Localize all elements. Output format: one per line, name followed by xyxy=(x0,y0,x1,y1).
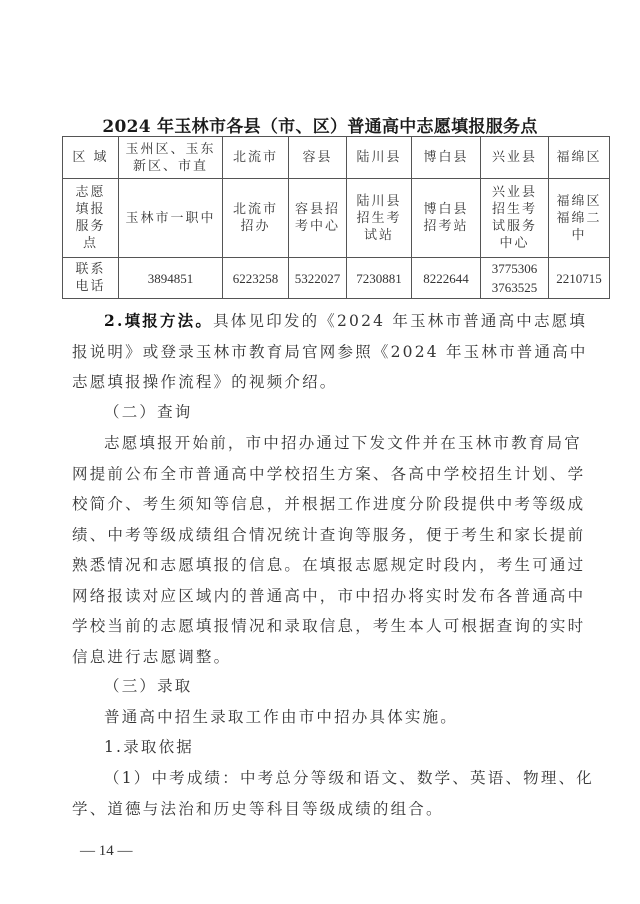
phone-cell xyxy=(549,258,610,299)
phone-cell xyxy=(223,258,289,299)
basis-heading: 1.录取依据 xyxy=(104,738,194,756)
phone-number: 5322027 xyxy=(294,270,341,286)
phone-cell xyxy=(481,258,549,299)
region-cell: 陆川县 xyxy=(347,137,412,179)
region-cell: 博白县 xyxy=(412,137,481,179)
admission-paragraph: 普通高中招生录取工作由市中招办具体实施。 xyxy=(104,708,459,726)
service-point-cell: 北流市招办 xyxy=(223,179,289,258)
admission-heading: （三）录取 xyxy=(104,677,193,695)
phone-cell xyxy=(412,258,481,299)
service-point-cell: 福绵区福绵二中 xyxy=(549,179,610,258)
service-point-cell: 容县招考中心 xyxy=(289,179,347,258)
table-row-region xyxy=(63,137,610,179)
phone-cell xyxy=(119,258,223,299)
phone-number: 6223258 xyxy=(232,270,279,286)
service-point-table xyxy=(62,136,610,299)
table-title: 2024 年玉林市各县（市、区）普通高中志愿填报服务点 xyxy=(102,117,538,137)
region-cell: 福绵区 xyxy=(549,137,610,179)
region-cell: 北流市 xyxy=(223,137,289,179)
phone-number: 8222644 xyxy=(423,270,469,286)
row-header-phone: 联系电话 xyxy=(63,258,119,299)
region-cell: 容县 xyxy=(289,137,347,179)
method-text: 具体见印发的《2024 年玉林市普通高中志愿填报说明》或登录玉林市教育局官网参照《2024 年玉林市普通高中志愿填报操作流程》的视频介绍。 xyxy=(72,312,588,391)
method-heading: 2.填报方法。 xyxy=(104,311,214,330)
service-point-cell: 博白县招考站 xyxy=(412,179,481,258)
table-row-service-point xyxy=(63,179,610,258)
phone-cell xyxy=(289,258,347,299)
region-cell: 玉州区、玉东新区、市直 xyxy=(119,137,223,179)
phone-number: 3763525 xyxy=(491,280,538,295)
phone-number: 2210715 xyxy=(556,270,602,286)
row-header-region: 区 域 xyxy=(63,137,119,179)
basis-paragraph: （1）中考成绩：中考总分等级和语文、数学、英语、物理、化学、道德与法治和历史等科目等级成绩的组合。 xyxy=(72,769,594,818)
query-paragraph: 志愿填报开始前，市中招办通过下发文件并在玉林市教育局官网提前公布全市普通高中学校招生方案、各高中学校招生计划、学校简介、考生须知等信息，并根据工作进度分阶段提供中考等级成绩、中考等级成绩组合情况统计查询等服务，便于考生和家长提前熟悉情况和志愿填报的信息。在填报志愿规定时段内，考生可通过网络报读对应区域内的普通高中，市中招办将实时发布各普通高中学校当前的志愿填报情况和录取信息，考生本人可根据查询的实时信息进行志愿调整。 xyxy=(72,434,586,666)
service-point-cell: 玉林市一职中 xyxy=(119,179,223,258)
phone-number: 3894851 xyxy=(147,270,194,286)
region-cell: 兴业县 xyxy=(481,137,549,179)
row-header-service-point: 志愿填报服务点 xyxy=(63,179,119,258)
page-number: — 14 — xyxy=(80,843,133,859)
phone-cell xyxy=(347,258,412,299)
service-point-cell: 兴业县招生考试服务中心 xyxy=(481,179,549,258)
table-row-phone xyxy=(63,258,610,299)
phone-number: 7230881 xyxy=(356,270,402,286)
service-point-cell: 陆川县招生考试站 xyxy=(347,179,412,258)
phone-number: 3775306 xyxy=(491,261,538,276)
query-heading: （二）查询 xyxy=(104,403,193,421)
method-paragraph xyxy=(72,306,594,398)
